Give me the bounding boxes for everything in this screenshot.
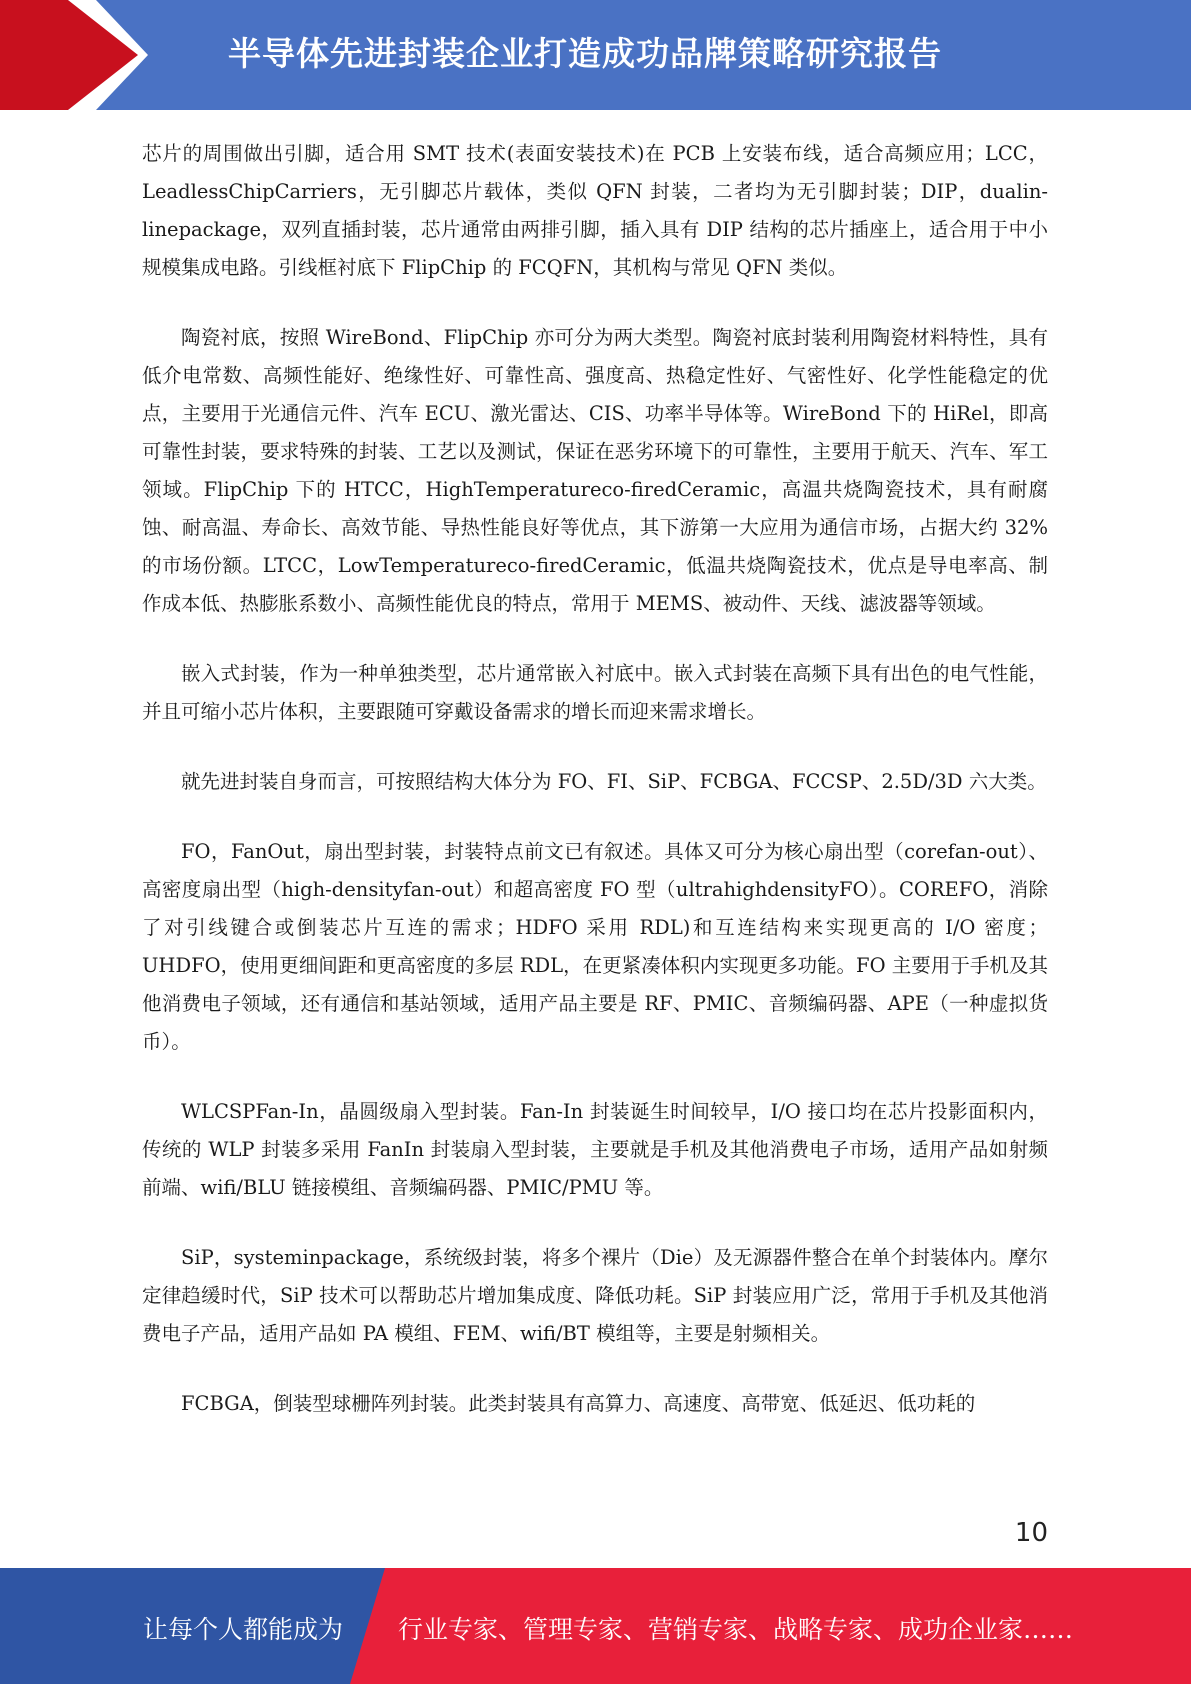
paragraph-1: 芯片的周围做出引脚，适合用 SMT 技术(表面安装技术)在 PCB 上安装布线，适合高频应用；LCC，LeadlessChipCarriers，无引脚芯片载体，类似 QFN 封装，二者均为无引脚封装；DIP，dualin-linepackage，双列直插封装，芯片通常由两排引脚，插入具有 DIP 结构的芯片插座上，适合用于中小规模集成电路。引线框衬底下 FlipChip 的 FCQFN，其机构与常见 QFN 类似。 [142, 142, 1048, 279]
paragraph-5: FO，FanOut，扇出型封装，封装特点前文已有叙述。具体又可分为核心扇出型（corefan-out）、高密度扇出型（high-densityfan-out）和超高密度 FO 型（ultrahighdensityFO）。COREFO，消除了对引线键合或倒装芯片互连的需求；HDFO 采用 RDL)和互连结构来实现更高的 I/O 密度；UHDFO，使用更细间距和更高密度的多层 RDL，在更紧凑体积内实现更多功能。FO 主要用于手机及其他消费电子领域，还有通信和基站领域，适用产品主要是 RF、PMIC、音频编码器、APE（一种虚拟货币）。 [142, 840, 1048, 1053]
paragraph-4: 就先进封装自身而言，可按照结构大体分为 FO、FI、SiP、FCBGA、FCCSP、2.5D/3D 六大类。 [181, 770, 1047, 793]
main-content [142, 135, 1048, 1455]
page-number: 10 [1014, 1518, 1048, 1548]
report-title: 半导体先进封装企业打造成功品牌策略研究报告 [228, 34, 942, 73]
paragraph-7: SiP，systeminpackage，系统级封装，将多个裸片（Die）及无源器件整合在单个封装体内。摩尔定律趋缓时代，SiP 技术可以帮助芯片增加集成度、降低功耗。SiP 封装应用广泛，常用于手机及其他消费电子产品，适用产品如 PA 模组、FEM、wifi/BT 模组等，主要是射频相关。 [142, 1246, 1048, 1345]
paragraph-8: FCBGA，倒装型球栅阵列封装。此类封装具有高算力、高速度、高带宽、低延迟、低功耗的 [181, 1392, 976, 1415]
paragraph-3: 嵌入式封装，作为一种单独类型，芯片通常嵌入衬底中。嵌入式封装在高频下具有出色的电气性能，并且可缩小芯片体积，主要跟随可穿戴设备需求的增长而迎来需求增长。 [142, 662, 1048, 723]
page-footer [0, 1568, 1191, 1684]
footer-slogan-left: 让每个人都能成为 [143, 1615, 344, 1644]
footer-slogan-right: 行业专家、管理专家、营销专家、战略专家、成功企业家…… [398, 1615, 1074, 1644]
paragraph-2: 陶瓷衬底，按照 WireBond、FlipChip 亦可分为两大类型。陶瓷衬底封装利用陶瓷材料特性，具有低介电常数、高频性能好、绝缘性好、可靠性高、强度高、热稳定性好、气密性好、化学性能稳定的优点，主要用于光通信元件、汽车 ECU、激光雷达、CIS、功率半导体等。WireBond 下的 HiRel，即高可靠性封装，要求特殊的封装、工艺以及测试，保证在恶劣环境下的可靠性，主要用于航天、汽车、军工领域。FlipChip 下的 HTCC，HighTemperatureco-firedCeramic，高温共烧陶瓷技术，具有耐腐蚀、耐高温、寿命长、高效节能、导热性能良好等优点，其下游第一大应用为通信市场，占据大约 32%的市场份额。LTCC，LowTemperatureco-firedCeramic，低温共烧陶瓷技术，优点是导电率高、制作成本低、热膨胀系数小、高频性能优良的特点，常用于 MEMS、被动件、天线、滤波器等领域。 [142, 326, 1048, 615]
paragraph-6: WLCSPFan-In，晶圆级扇入型封装。Fan-In 封装诞生时间较早，I/O 接口均在芯片投影面积内，传统的 WLP 封装多采用 FanIn 封装扇入型封装，主要就是手机及其他消费电子市场，适用产品如射频前端、wifi/BLU 链接模组、音频编码器、PMIC/PMU 等。 [142, 1100, 1048, 1199]
page-header [0, 0, 1191, 110]
